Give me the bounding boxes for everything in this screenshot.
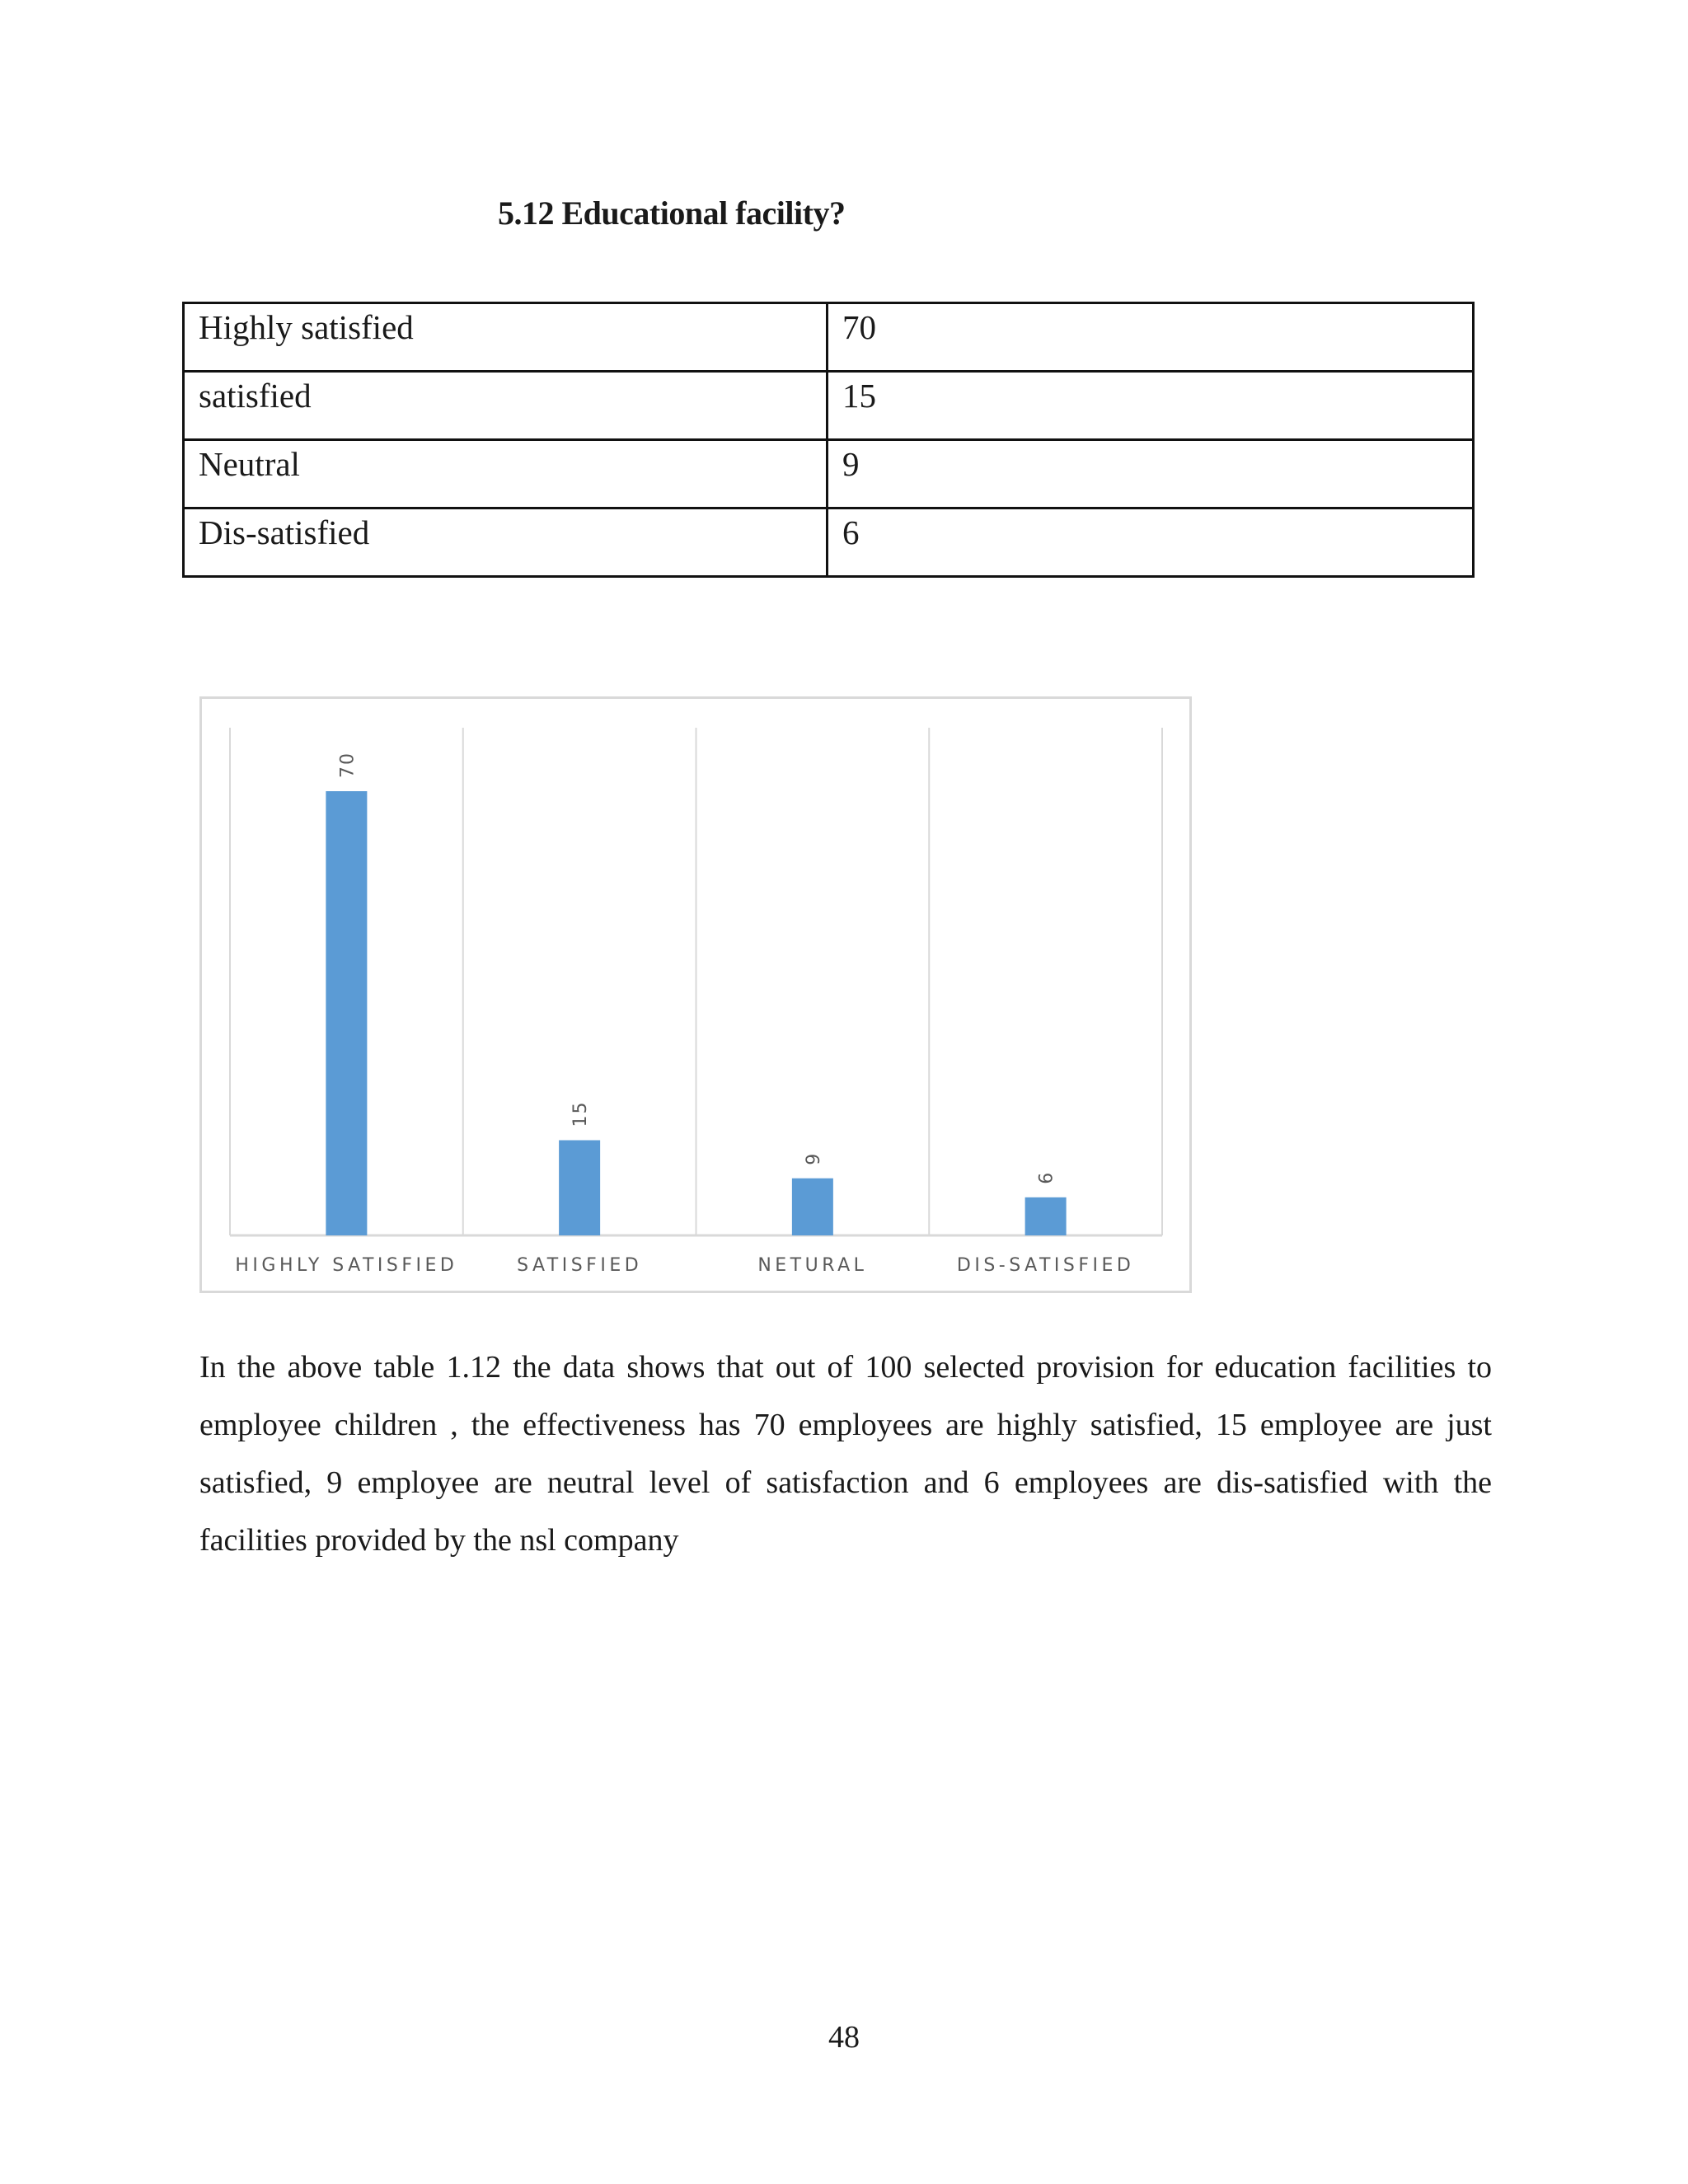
- category-label: HIGHLY SATISFIED: [235, 1255, 458, 1276]
- table-cell-label: Neutral: [184, 440, 828, 509]
- table-cell-value: 9: [828, 440, 1474, 509]
- table-row: [184, 440, 1474, 509]
- category-label: DIS-SATISFIED: [956, 1255, 1135, 1276]
- table-cell-label: Highly satisfied: [184, 303, 828, 372]
- page-number: 48: [828, 2020, 860, 2055]
- satisfaction-table: [182, 302, 1475, 578]
- table-cell-label: satisfied: [184, 372, 828, 440]
- table-row: [184, 509, 1474, 577]
- description-paragraph: In the above table 1.12 the data shows that out of 100 selected provision for education facilities to employee children , the effectiveness has 70 employees are highly satisfied, 15 employee are just satisfied, 9 employee are neutral level of satisfaction and 6 employees are dis-satisfied with the facilities provided by the nsl company: [199, 1350, 1492, 1558]
- category-label: NETURAL: [757, 1255, 868, 1276]
- bar-data-label: 6: [1036, 1170, 1057, 1184]
- bar-data-label: 9: [803, 1151, 824, 1165]
- bar: [792, 1179, 833, 1235]
- table-cell-value: 70: [828, 303, 1474, 372]
- bar: [559, 1141, 600, 1236]
- category-label: SATISFIED: [517, 1255, 643, 1276]
- table-cell-label: Dis-satisfied: [184, 509, 828, 577]
- bar-chart: [199, 696, 1192, 1293]
- page-heading: 5.12 Educational facility?: [498, 194, 846, 232]
- table-cell-value: 15: [828, 372, 1474, 440]
- table-row: [184, 303, 1474, 372]
- table-row: [184, 372, 1474, 440]
- bar: [326, 791, 367, 1235]
- bar: [1025, 1197, 1067, 1235]
- bar-data-label: 70: [337, 752, 359, 778]
- bar-data-label: 15: [570, 1100, 592, 1127]
- bar-chart-svg: [202, 699, 1189, 1291]
- table-cell-value: 6: [828, 509, 1474, 577]
